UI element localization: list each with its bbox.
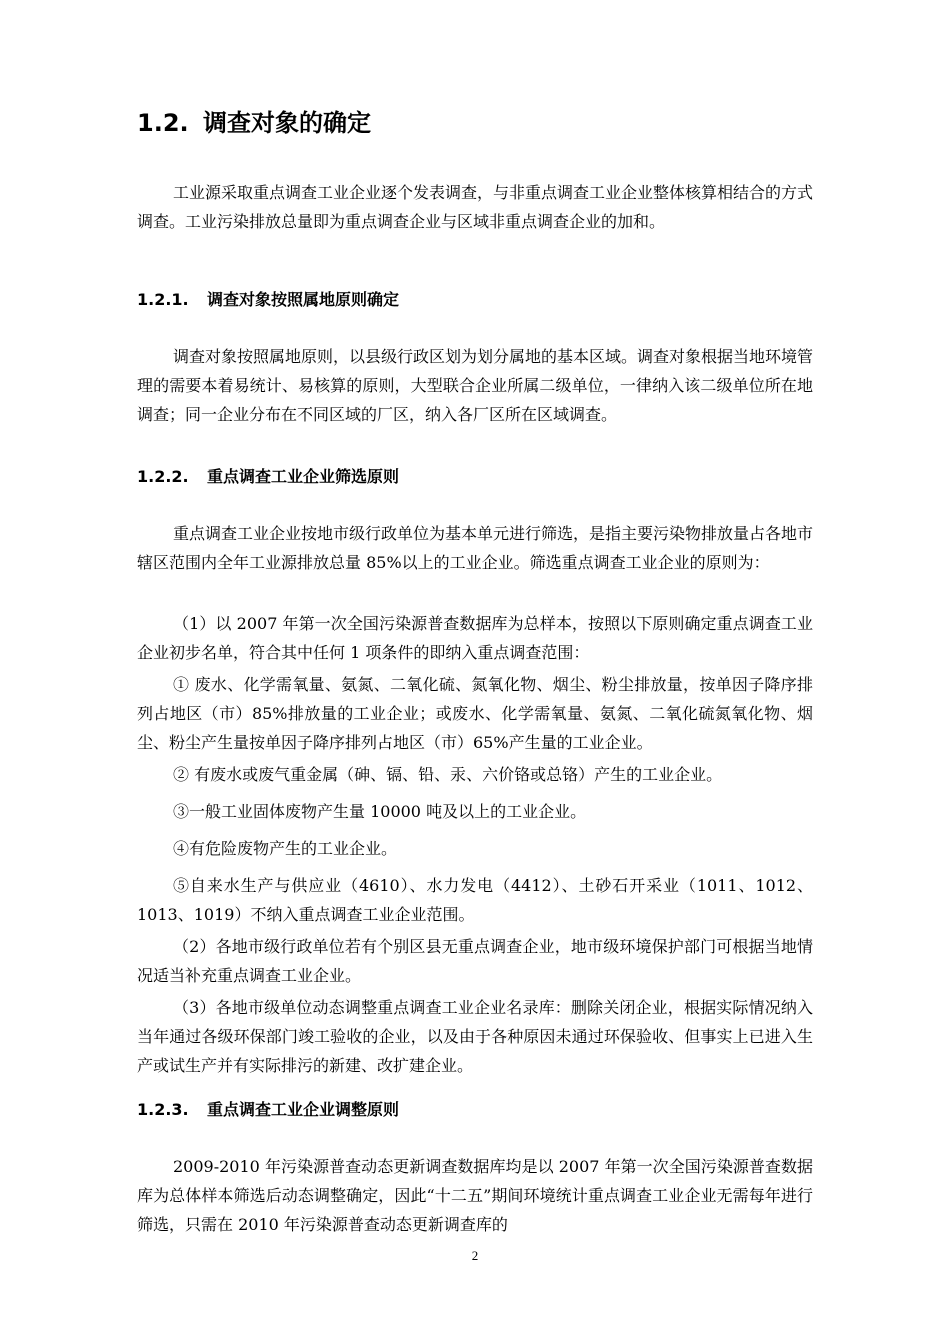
subsection-title: 调查对象按照属地原则确定 [207,290,400,309]
condition-1-paragraph: ① 废水、化学需氧量、氨氮、二氧化硫、氮氧化物、烟尘、粉尘排放量，按单因子降序排列占地区（市）85%排放量的工业企业；或废水、化学需氧量、氨氮、二氧化硫氮氧化物、烟尘、粉尘产生量按单因子降序排列占地区（市）65%产生量的工业企业。 [137,675,813,752]
subsection-heading-1 [137,288,399,312]
subsection-title: 重点调查工业企业筛选原则 [207,467,400,486]
subsection-number: 1.2.2. [137,467,189,486]
condition-3-paragraph: ③一般工业固体废物产生量 10000 吨及以上的工业企业。 [173,802,587,821]
principle-3-paragraph: （3）各地市级单位动态调整重点调查工业企业名录库：删除关闭企业，根据实际情况纳入当年通过各级环保部门竣工验收的企业，以及由于各种原因未通过环保验收、但事实上已进入生产或试生产并有实际排污的新建、改扩建企业。 [137,998,813,1075]
subsection-number: 1.2.3. [137,1100,189,1119]
subsection-number: 1.2.1. [137,290,189,309]
section-heading [137,106,371,140]
condition-5-paragraph: ⑤自来水生产与供应业（4610）、水力发电（4412）、土砂石开采业（1011、1012、1013、1019）不纳入重点调查工业企业范围。 [137,876,813,924]
subsection-1-paragraph: 调查对象按照属地原则，以县级行政区划为划分属地的基本区域。调查对象根据当地环境管理的需要本着易统计、易核算的原则，大型联合企业所属二级单位，一律纳入该二级单位所在地调查；同一企业分布在不同区域的厂区，纳入各厂区所在区域调查。 [137,347,814,424]
principle-1-paragraph: （1）以 2007 年第一次全国污染源普查数据库为总样本，按照以下原则确定重点调查工业企业初步名单，符合其中任何 1 项条件的即纳入重点调查范围： [137,614,813,662]
section-number: 1.2. [137,109,189,137]
principle-2-paragraph: （2）各地市级行政单位若有个别区县无重点调查企业，地市级环境保护部门可根据当地情况适当补充重点调查工业企业。 [137,937,813,985]
subsection-3-paragraph: 2009-2010 年污染源普查动态更新调查数据库均是以 2007 年第一次全国污染源普查数据库为总体样本筛选后动态调整确定，因此“十二五”期间环境统计重点调查工业企业无需每年进行筛选，只需在 2010 年污染源普查动态更新调查库的 [137,1157,813,1234]
subsection-heading-3 [137,1098,399,1122]
subsection-heading-2 [137,465,399,489]
subsection-2-intro-paragraph: 重点调查工业企业按地市级行政单位为基本单元进行筛选，是指主要污染物排放量占各地市辖区范围内全年工业源排放总量 85%以上的工业企业。筛选重点调查工业企业的原则为： [137,524,814,572]
subsection-title: 重点调查工业企业调整原则 [207,1100,400,1119]
condition-2-paragraph: ② 有废水或废气重金属（砷、镉、铅、汞、六价铬或总铬）产生的工业企业。 [173,765,723,784]
section-intro-paragraph: 工业源采取重点调查工业企业逐个发表调查，与非重点调查工业企业整体核算相结合的方式调查。工业污染排放总量即为重点调查企业与区域非重点调查企业的加和。 [137,183,814,231]
section-title: 调查对象的确定 [203,109,371,137]
condition-4-paragraph: ④有危险废物产生的工业企业。 [173,839,398,858]
page-number: 2 [471,1248,479,1263]
